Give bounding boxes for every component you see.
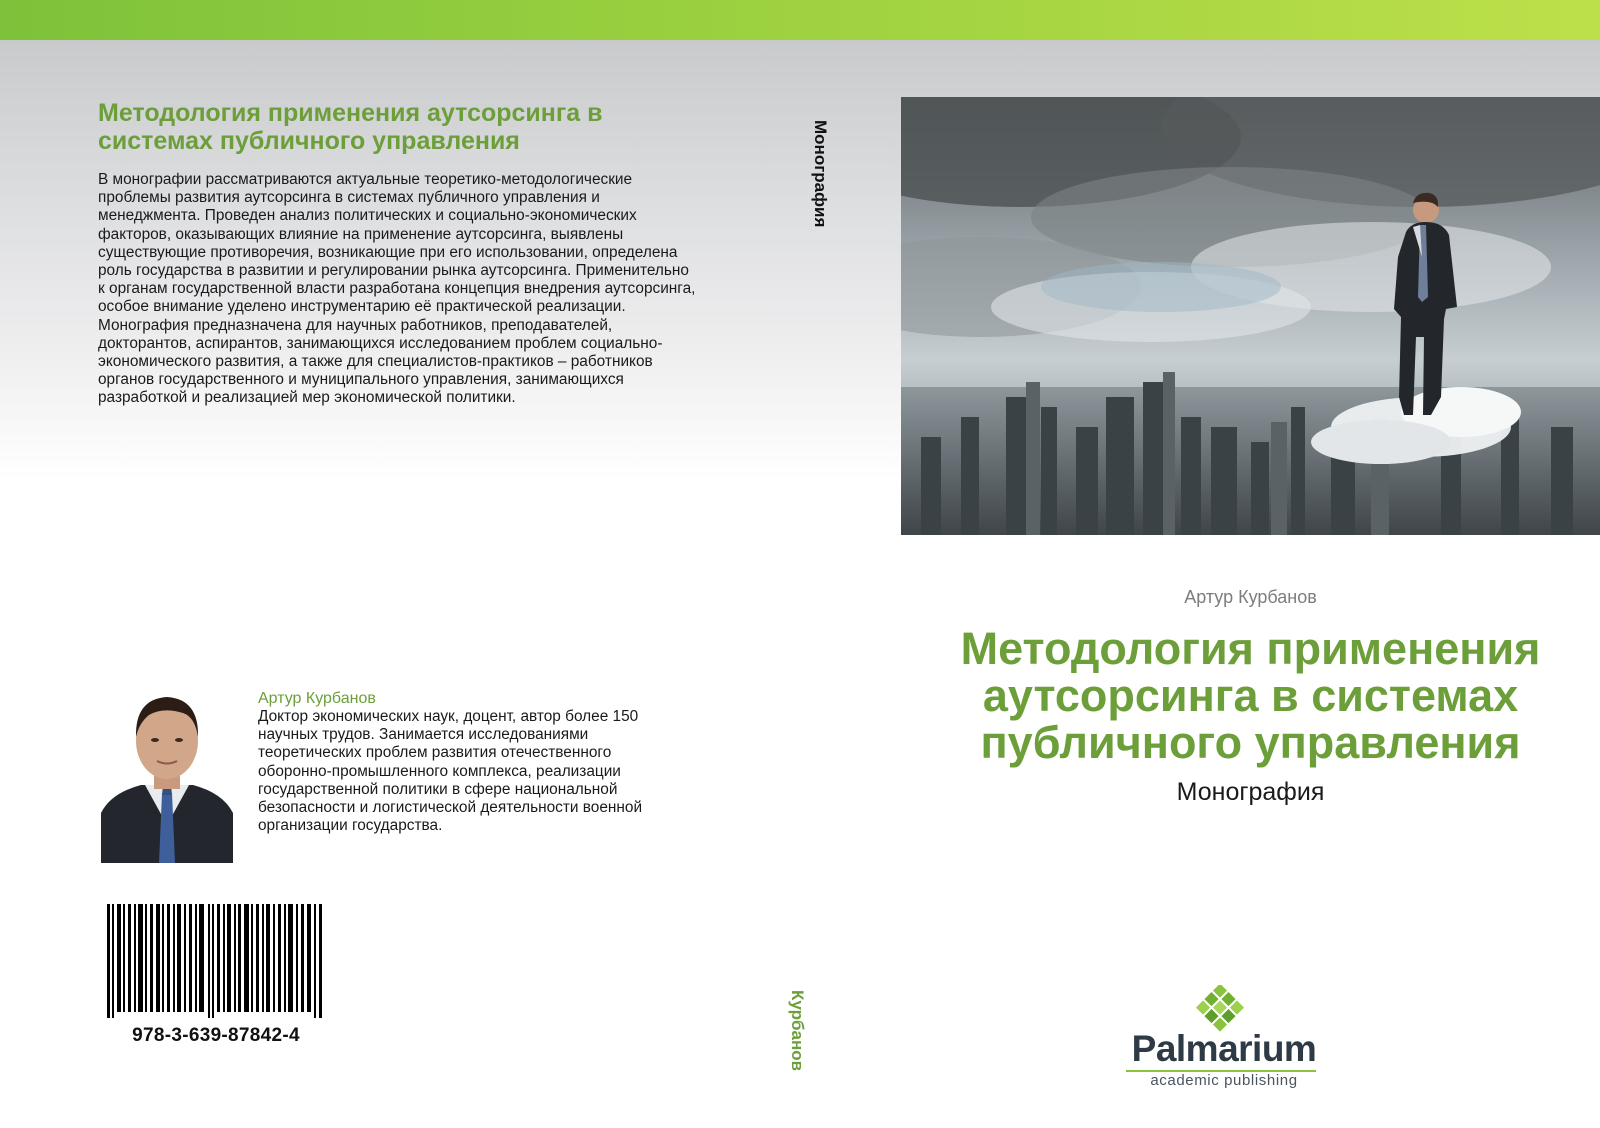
author-photo — [101, 685, 233, 863]
spine-author: Курбанов — [788, 990, 807, 1072]
front-subtitle: Монография — [1176, 778, 1325, 806]
cover-illustration — [901, 97, 1600, 535]
publisher-name: Palmarium — [1131, 1028, 1317, 1069]
author-name: Артур Курбанов — [258, 690, 376, 707]
spine-genre: Монография — [811, 120, 830, 228]
back-cover-description: В монографии рассматриваются актуальные теоретико-методологические проблемы развития аутсорсинга в системах публичного управления и менеджмента. Проведен анализ политических и социально-экономических факторов, оказывающих влияние на применение аутсорсинга, выявлены существующие противоречия, возникающие при его использовании, определена роль государства в развитии и регулировании рынка аутсорсинга. Применительно к органам государственной власти разработана концепция внедрения аутсорсинга, особое внимание уделено инструментарию её практической реализации. Монография предназначена для научных работников, преподавателей, докторантов, аспирантов, занимающихся исследованием проблем социально-экономического развития, а также для специалистов-практиков – работников органов государственного и муниципального управления, занимающихся разработкой и реализацией мер экономической политики. — [98, 171, 696, 407]
isbn-barcode — [107, 904, 325, 1018]
green-top-band — [0, 0, 1600, 40]
palmarium-logo-icon — [1190, 985, 1250, 1033]
isbn-number: 978-3-639-87842-4 — [132, 1025, 300, 1046]
front-title: Методология применения аутсорсинга в системах публичного управления — [960, 623, 1541, 768]
author-bio: Доктор экономических наук, доцент, автор более 150 научных трудов. Занимается исследованиями теоретических проблем развития отечественного оборонно-промышленного комплекса, реализации государственной политики в сфере национальной безопасности и логистической деятельности военной организации государства. — [258, 708, 643, 835]
publisher-tagline: academic publishing — [1150, 1072, 1298, 1089]
front-author: Артур Курбанов — [1184, 587, 1317, 607]
back-cover-title: Методология применения аутсорсинга в системах публичного управления — [98, 99, 603, 155]
